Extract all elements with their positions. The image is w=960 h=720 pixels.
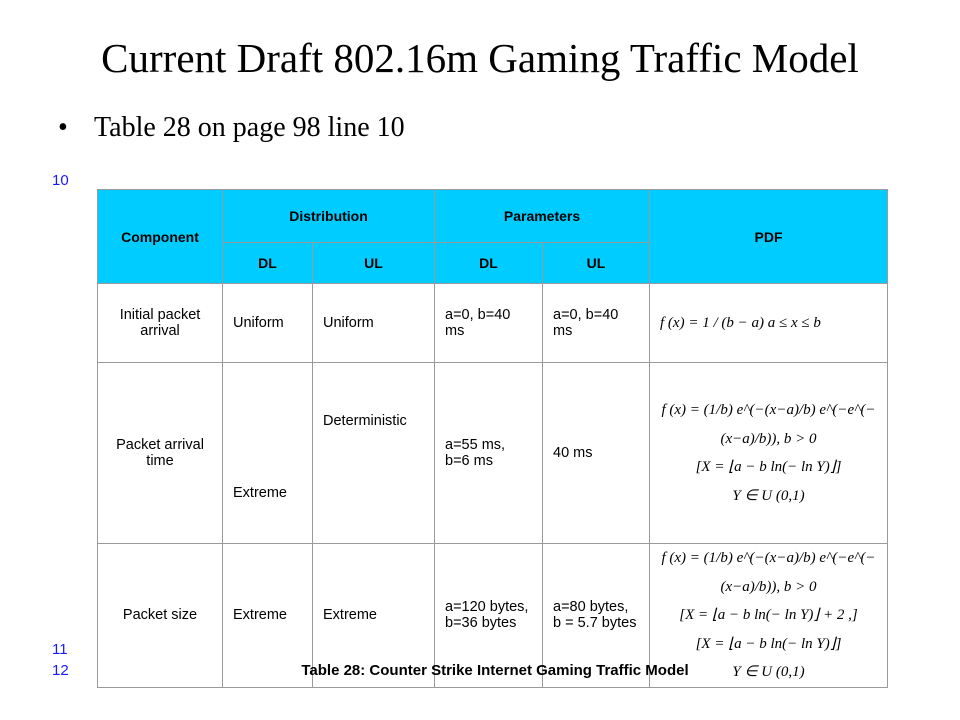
pdf-formula: [X = ⌊a − b ln(− ln Y)⌋] — [695, 459, 842, 475]
cell-param-ul: a=0, b=40 ms — [543, 284, 650, 363]
bullet-item — [58, 112, 405, 144]
line-number: 11 — [52, 641, 68, 658]
pdf-formula: f (x) = 1 / (b − a) a ≤ x ≤ b — [660, 314, 821, 331]
bullet-icon: • — [58, 112, 68, 143]
pdf-formula: [X = ⌊a − b ln(− ln Y)⌋ + 2 ,] — [679, 607, 858, 623]
pdf-formula: Y ∈ U (0,1) — [732, 487, 805, 504]
header-component: Component — [98, 190, 223, 284]
cell-param-dl: a=55 ms, b=6 ms — [435, 363, 543, 544]
table-row — [98, 284, 888, 363]
table-caption: Table 28: Counter Strike Internet Gaming Traffic Model — [301, 662, 689, 679]
header-parameters: Parameters — [435, 190, 650, 243]
cell-dist-ul: Extreme — [313, 544, 435, 688]
pdf-formula: f (x) = (1/b) e^(−(x−a)/b) e^(−e^(−(x−a)/b)), b > 0 — [661, 550, 876, 595]
cell-dist-dl: Uniform — [223, 284, 313, 363]
header-dist-dl: DL — [223, 243, 313, 284]
traffic-model-table — [97, 189, 888, 688]
header-param-ul: UL — [543, 243, 650, 284]
cell-component: Packet size — [98, 544, 223, 688]
header-param-dl: DL — [435, 243, 543, 284]
header-pdf: PDF — [650, 190, 888, 284]
slide-title: Current Draft 802.16m Gaming Traffic Model — [101, 35, 859, 81]
pdf-formula: f (x) = (1/b) e^(−(x−a)/b) e^(−e^(−(x−a)/b)), b > 0 — [661, 402, 876, 447]
cell-dist-ul: Uniform — [313, 284, 435, 363]
cell-pdf — [650, 284, 888, 363]
cell-param-dl: a=120 bytes, b=36 bytes — [435, 544, 543, 688]
table-row — [98, 363, 888, 544]
cell-dist-ul: Deterministic — [313, 363, 435, 544]
cell-param-ul: a=80 bytes, b = 5.7 bytes — [543, 544, 650, 688]
cell-param-ul: 40 ms — [543, 363, 650, 544]
line-number: 12 — [52, 662, 69, 679]
header-dist-ul: UL — [313, 243, 435, 284]
bullet-text: Table 28 on page 98 line 10 — [94, 112, 405, 143]
cell-param-dl: a=0, b=40 ms — [435, 284, 543, 363]
cell-pdf — [650, 363, 888, 544]
line-number: 10 — [52, 172, 69, 189]
pdf-formula: Y ∈ U (0,1) — [732, 664, 805, 680]
header-distribution: Distribution — [223, 190, 435, 243]
table-header-row — [98, 190, 888, 243]
cell-dist-dl: Extreme — [223, 363, 313, 544]
cell-dist-dl: Extreme — [223, 544, 313, 688]
pdf-formula: [X = ⌊a − b ln(− ln Y)⌋] — [695, 635, 842, 652]
cell-component: Packet arrival time — [98, 363, 223, 544]
cell-component: Initial packet arrival — [98, 284, 223, 363]
